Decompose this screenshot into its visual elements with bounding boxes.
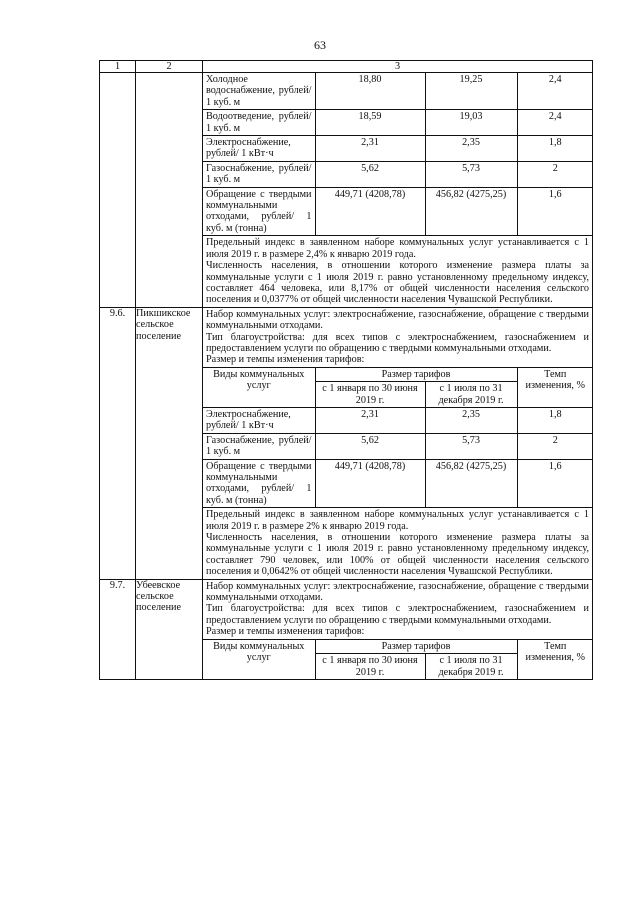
tariff-size-title: Размер и темпы изменения тарифов: — [206, 354, 365, 366]
tariff-rate: 2,4 — [517, 73, 593, 110]
header-col-1: 1 — [100, 61, 136, 73]
resource-name: Электроснабжение, рублей/ 1 кВт·ч — [203, 136, 315, 162]
tariff-rate: 1,6 — [517, 187, 593, 236]
tariff-first-half: 5,62 — [315, 161, 425, 187]
column-header-period-2: с 1 июля по 31 декабря 2019 г. — [425, 382, 517, 408]
column-header-tariff-size: Размер тарифов — [315, 639, 517, 653]
resource-name: Водоотведение, рублей/ 1 куб. м — [203, 110, 315, 136]
tariff-rate: 1,8 — [517, 407, 593, 433]
section-content — [203, 579, 593, 679]
column-header-period-1: с 1 января по 30 июня 2019 г. — [315, 382, 425, 408]
table-row — [203, 110, 593, 136]
column-header-period-2: с 1 июля по 31 декабря 2019 г. — [425, 654, 517, 679]
table-row — [203, 459, 593, 508]
header-col-2: 2 — [136, 61, 203, 73]
table-row — [203, 161, 593, 187]
table-row — [203, 433, 593, 459]
section-content — [203, 73, 593, 308]
index-note: Предельный индекс в заявленном наборе коммунальных услуг устанавливается с 1 июля 2019 г. в размере 2% к январю 2019 года. — [206, 509, 589, 532]
tariff-first-half: 18,80 — [315, 73, 425, 110]
population-note: Численность населения, в отношении которого изменение размера платы за коммунальные услуги с 1 июля 2019 г. равно установленному предельному индексу, составляет 464 человека, или 8,17% от общей численности населения сельского поселения и 0,0377% от общей численности населения Чувашской Республики. — [206, 260, 589, 306]
tariff-second-half: 19,03 — [425, 110, 517, 136]
tariff-first-half: 5,62 — [315, 433, 425, 459]
tariff-first-half: 449,71 (4208,78) — [315, 187, 425, 236]
section-name-empty — [136, 73, 203, 308]
services-set: Набор коммунальных услуг: электроснабжение, газоснабжение, обращение с твердыми коммунальными отходами. — [206, 308, 589, 332]
resource-name: Обращение с твердыми коммунальными отходами, рублей/ 1 куб. м (тонна) — [203, 187, 315, 236]
resource-name: Газоснабжение, рублей/ 1 куб. м — [203, 161, 315, 187]
resource-name: Обращение с твердыми коммунальными отходами, рублей/ 1 куб. м (тонна) — [203, 459, 315, 508]
table-head-row — [203, 367, 593, 381]
tariff-rate: 2 — [517, 161, 593, 187]
section-content — [203, 307, 593, 579]
tariff-first-half: 449,71 (4208,78) — [315, 459, 425, 508]
page-number: 63 — [314, 38, 326, 52]
section-9-6 — [100, 307, 593, 579]
section-9-7 — [100, 579, 593, 679]
continued-tariff-table — [203, 73, 593, 236]
population-note: Численность населения, в отношении которого изменение размера платы за коммунальные услуги с 1 июля 2019 г. равно установленному предельному индексу, составляет 790 человек, или 100% от общей численности населения сельского поселения и 0,0642% от общей численности населения Чувашской Республики. — [206, 532, 589, 578]
table-row — [203, 73, 593, 110]
services-set: Набор коммунальных услуг: электроснабжение, газоснабжение, обращение с твердыми коммунальными отходами. — [206, 580, 589, 604]
index-note: Предельный индекс в заявленном наборе коммунальных услуг устанавливается с 1 июля 2019 г. в размере 2,4% к январю 2019 года. — [206, 237, 589, 260]
tariff-rate: 1,8 — [517, 136, 593, 162]
tariff-second-half: 456,82 (4275,25) — [425, 459, 517, 508]
tariff-rate: 2 — [517, 433, 593, 459]
header-row — [100, 61, 593, 73]
resource-name: Холодное водоснабжение, рублей/ 1 куб. м — [203, 73, 315, 110]
tariff-second-half: 19,25 — [425, 73, 517, 110]
section-name: Пикшикское сельское поселение — [136, 307, 203, 579]
tariff-second-half: 2,35 — [425, 407, 517, 433]
tariff-second-half: 5,73 — [425, 161, 517, 187]
section-9-7-tariff-table — [203, 639, 593, 679]
tariff-rate: 1,6 — [517, 459, 593, 508]
section-continued — [100, 73, 593, 308]
header-col-3: 3 — [203, 61, 593, 73]
column-header-kinds: Виды коммунальных услуг — [203, 367, 315, 407]
improvement-type: Тип благоустройства: для всех типов с электроснабжением, газоснабжением и предоставлением услуги по обращению с твердыми коммунальными отходами. — [206, 603, 589, 626]
continued-notes — [203, 236, 592, 306]
section-number: 9.7. — [100, 579, 136, 679]
column-header-tariff-size: Размер тарифов — [315, 367, 517, 381]
table-row — [203, 187, 593, 236]
resource-name: Электроснабжение, рублей/ 1 кВт·ч — [203, 407, 315, 433]
table-row — [203, 407, 593, 433]
column-header-period-1: с 1 января по 30 июня 2019 г. — [315, 654, 425, 679]
tariff-second-half: 2,35 — [425, 136, 517, 162]
tariff-second-half: 456,82 (4275,25) — [425, 187, 517, 236]
section-name: Убеевское сельское поселение — [136, 579, 203, 679]
tariff-table — [99, 60, 593, 680]
column-header-kinds: Виды коммунальных услуг — [203, 639, 315, 679]
tariff-second-half: 5,73 — [425, 433, 517, 459]
section-number-empty — [100, 73, 136, 308]
tariff-size-title: Размер и темпы изменения тарифов: — [206, 626, 365, 638]
table-head-row — [203, 639, 593, 653]
section-number: 9.6. — [100, 307, 136, 579]
table-row — [203, 136, 593, 162]
tariff-first-half: 18,59 — [315, 110, 425, 136]
tariff-rate: 2,4 — [517, 110, 593, 136]
section-9-6-tariff-table — [203, 367, 593, 508]
improvement-type: Тип благоустройства: для всех типов с электроснабжением, газоснабжением и предоставлением услуги по обращению с твердыми коммунальными отходами. — [206, 331, 589, 354]
column-header-rate: Темп изменения, % — [517, 639, 593, 679]
tariff-first-half: 2,31 — [315, 136, 425, 162]
column-header-rate: Темп изменения, % — [517, 367, 593, 407]
tariff-first-half: 2,31 — [315, 407, 425, 433]
resource-name: Газоснабжение, рублей/ 1 куб. м — [203, 433, 315, 459]
